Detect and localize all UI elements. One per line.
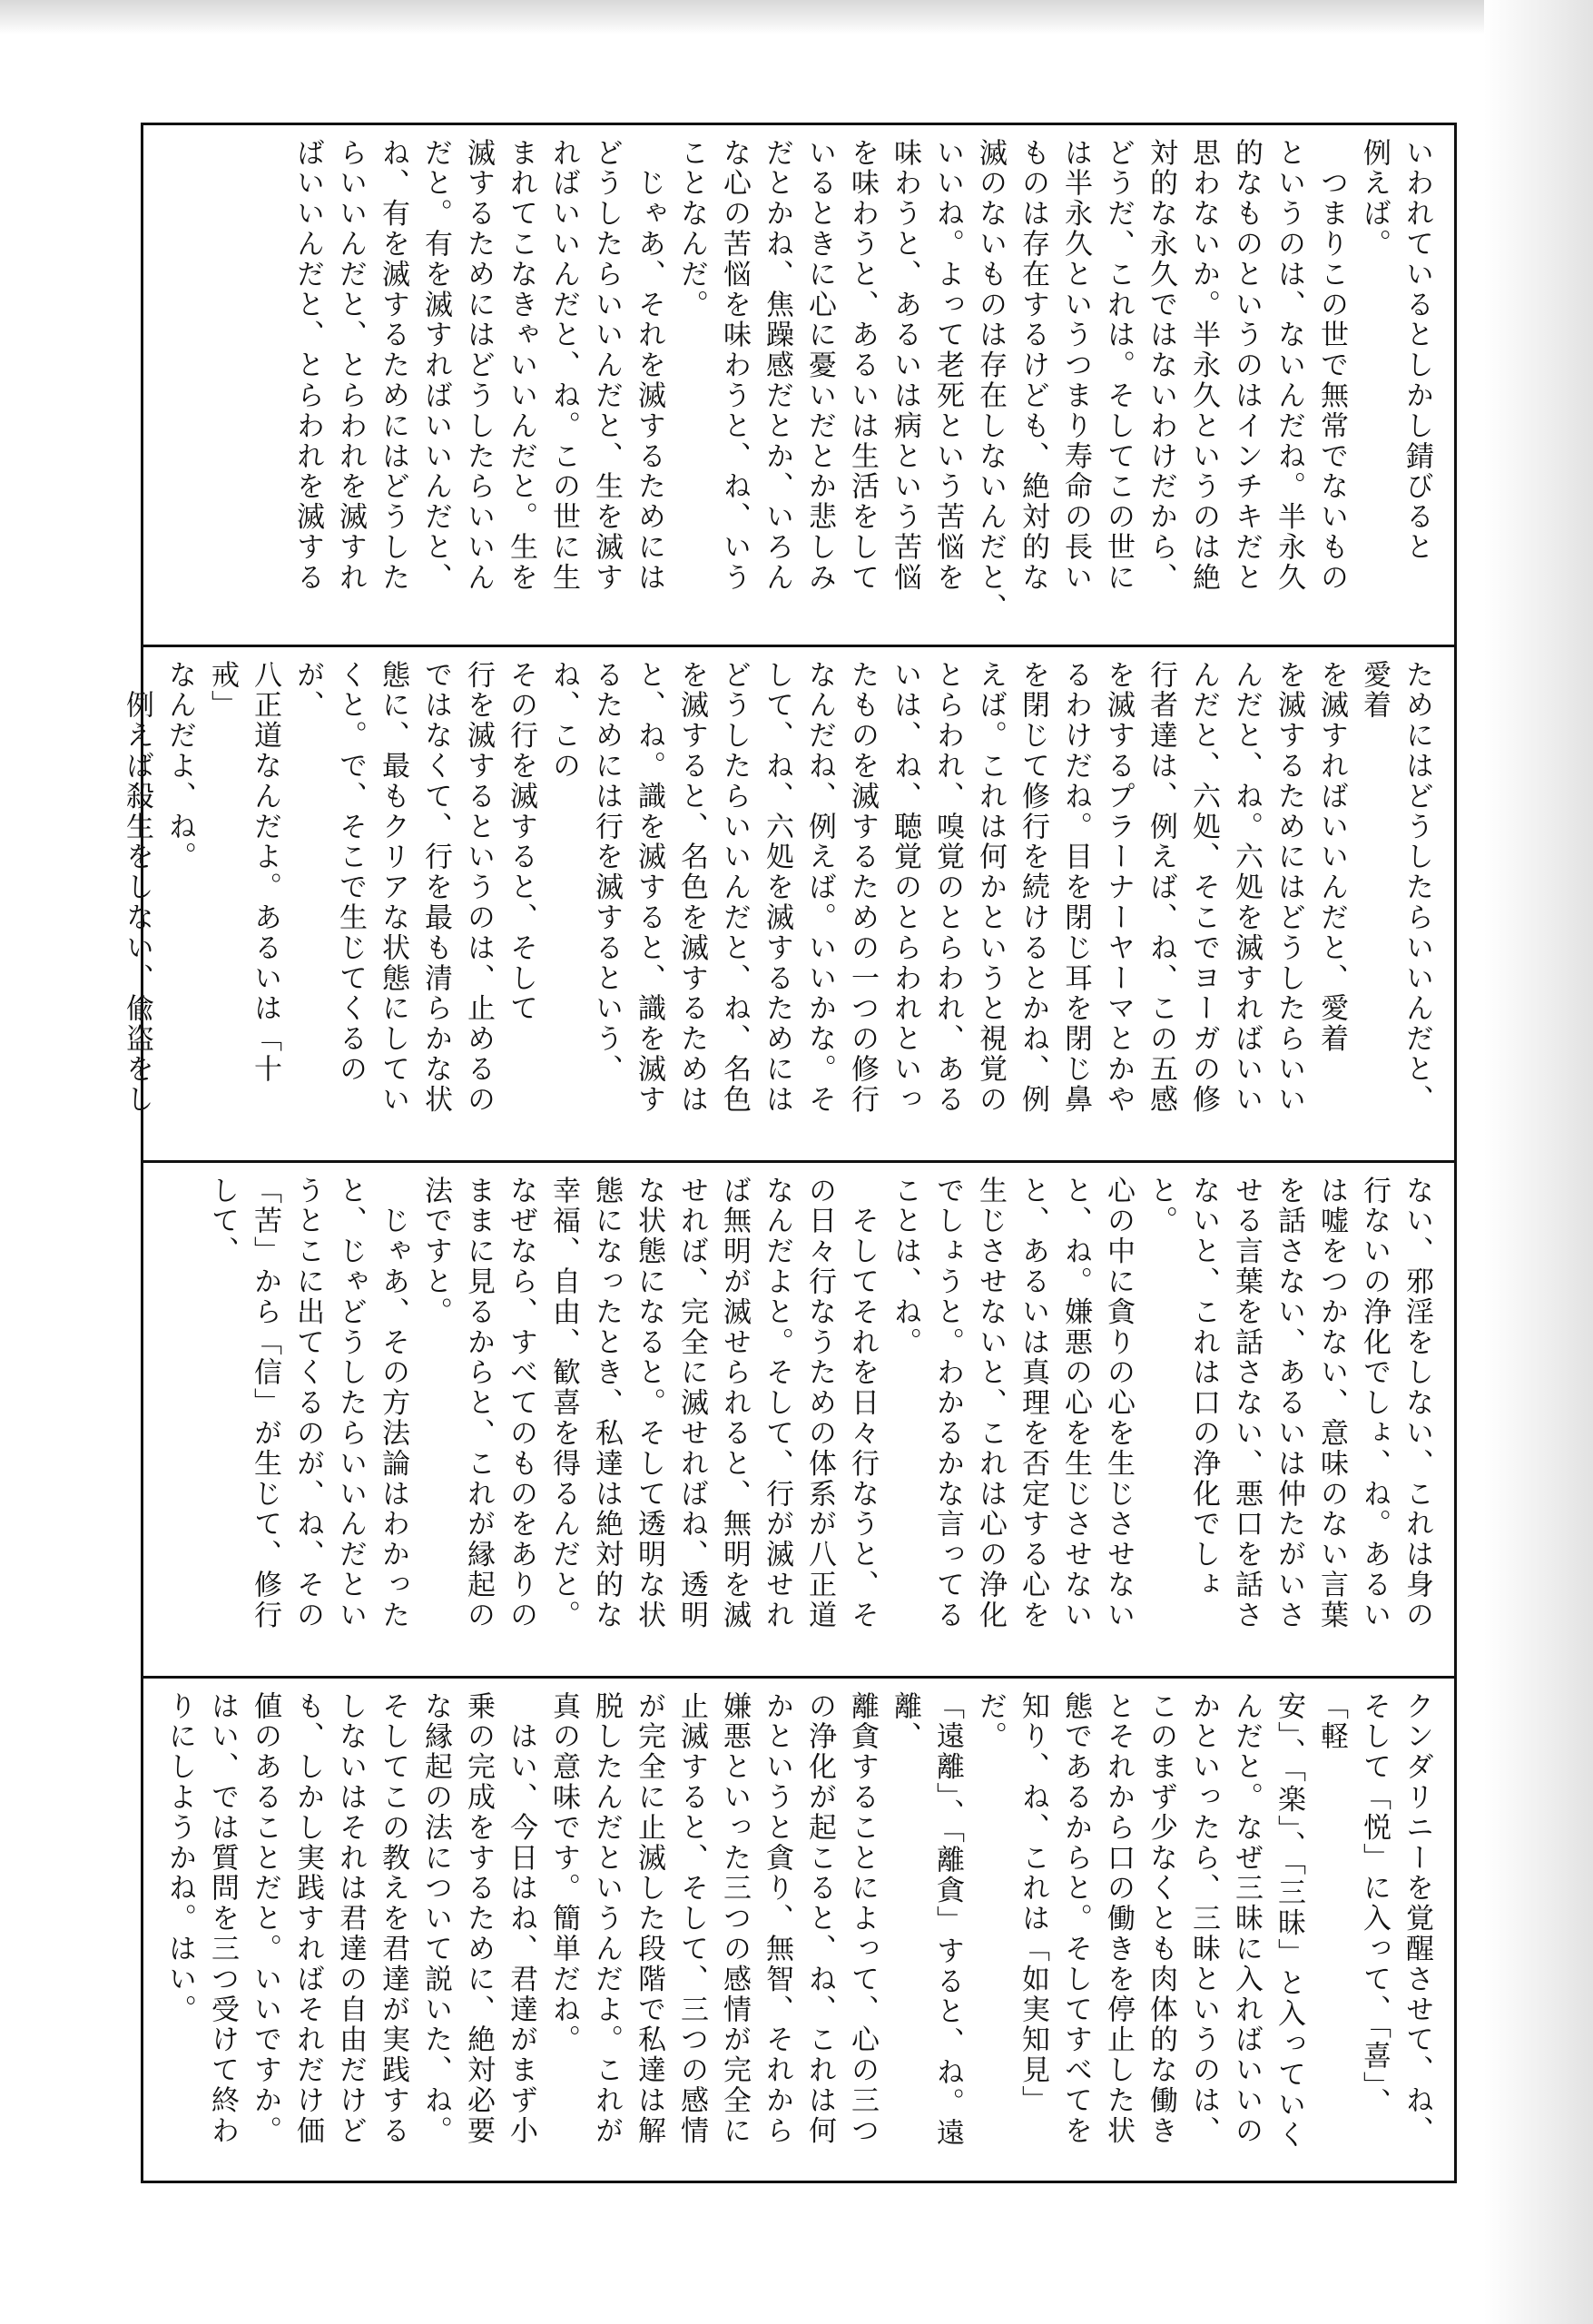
scan-top-edge <box>0 0 1593 34</box>
band-3-text: ない、邪淫をしない、これは身の 行ないの浄化でしょ、ね。あるい は嘘をつかない、意味のない言葉 を話さない、あるいは仲たがいさ せる言葉を話さない、悪口を話さ ないと、これは口の浄化でしょと。 心の中に貪りの心を生じさせない と、ね。嫌悪の心を生じさせない と、あるいは真理を否定する心を 生じさせないと、これは心の浄化 でしょうと。わかるかな言ってる ことは、ね。 そしてそれを日々行なうと、そ の日々行なうための体系が八正道 なんだよと。そして、行が滅せれ ば無明が滅せられると、無明を滅 せれば、完全に滅せればね、透明 な状態になると。そして透明な状 態になったとき、私達は絶対的な 幸福、自由、歓喜を得るんだと。 なぜなら、すべてのものをありの ままに見るからと、これが縁起の 法ですと。 じゃあ、その方法論はわかった と、じゃどうしたらいいんだとい うとこに出てくるのが、ね、その 「苦」から「信」が生じて、修行して、 <box>206 1176 1433 1630</box>
text-band-3 <box>143 1163 1454 1679</box>
page-frame <box>121 123 1457 2183</box>
band-1-text: いわれているとしかし錆びると 例えば。 つまりこの世で無常でないもの というのは、ないんだね。半永久 的なものというのはインチキだと 思わないか。半永久というのは絶 対的な永久ではないわけだから、 どうだ、これは。そしてこの世に は半永久というつまり寿命の長い ものは存在するけども、絶対的な 滅のないものは存在しないんだと、 いいね。よって老死という苦悩を 味わうと、あるいは病という苦悩 を味わうと、あるいは生活をして いるときに心に憂いだとか悲しみ だとかね、焦躁感だとか、いろん な心の苦悩を味わうと、ね、いう ことなんだ。 じゃあ、それを滅するためには どうしたらいいんだと、生を滅す ればいいんだと、ね。この世に生 まれてこなきゃいいんだと。生を 滅するためにはどうしたらいいん だと。有を滅すればいいんだと、 ね、有を滅するためにはどうした らいいんだと、とらわれを滅すれ ばいいんだと、とらわれを滅する <box>291 138 1433 624</box>
scan-right-shadow <box>1484 0 1593 2324</box>
text-band-4 <box>143 1679 1454 2181</box>
band-2-text: ためにはどうしたらいいんだと、愛着 を滅すればいいんだと、愛着 を滅するためにはどうしたらいい んだと、ね。六処を滅すればいい んだと、六処、そこでヨーガの修 行者達は、例えば、ね、この五感 を滅するプラーナーヤーマとかや るわけだね。目を閉じ耳を閉じ鼻 を閉じて修行を続けるとかね、例 えば。これは何かというと視覚の とらわれ、嗅覚のとらわれ、ある いは、ね、聴覚のとらわれといっ たものを滅するための一つの修行 なんだね、例えば。いいかな。そ して、ね、六処を滅するためには どうしたらいいんだと、ね、名色 を滅すると、名色を滅するためは と、ね。識を滅すると、識を滅す るためには行を滅するという、ね、この その行を滅すると、そして 行を滅するというのは、止めるの ではなくて、行を最も清らかな状 態に、最もクリアな状態にしてい くと。で、そこで生じてくるのが、 八正道なんだよ。あるいは「十戒」 なんだよ、ね。 例えば殺生をしない、偸盗をし <box>121 660 1433 1115</box>
band-4-text: クンダリニーを覚醒させて、ね、 そして「悦」に入って、「喜」、「軽 安」、「楽」、「三昧」と入っていく んだと。なぜ三昧に入ればいいの かといったら、三昧というのは、 このまず少なくとも肉体的な働き とそれから口の働きを停止した状 態であるからと。そしてすべてを 知り、ね、これは「如実知見」だ。 「遠離」、「離貪」すると、ね。遠離、 離貪することによって、心の三つ の浄化が起こると、ね、これは何 かというと貪り、無智、それから 嫌悪といった三つの感情が完全に 止滅すると、そして、三つの感情 が完全に止滅した段階で私達は解 脱したんだというんだよ。これが 真の意味です。簡単だね。 はい、今日はね、君達がまず小 乗の完成をするために、絶対必要 な縁起の法について説いた、ね。 そしてこの教えを君達が実践する しないはそれは君達の自由だけど も、しかし実践すればそれだけ価 値のあることだと。いいですか。 はい、では質問を三つ受けて終わ りにしようかね。はい。 <box>163 1691 1433 2151</box>
text-band-2 <box>121 647 1454 1163</box>
text-band-1 <box>143 125 1454 647</box>
